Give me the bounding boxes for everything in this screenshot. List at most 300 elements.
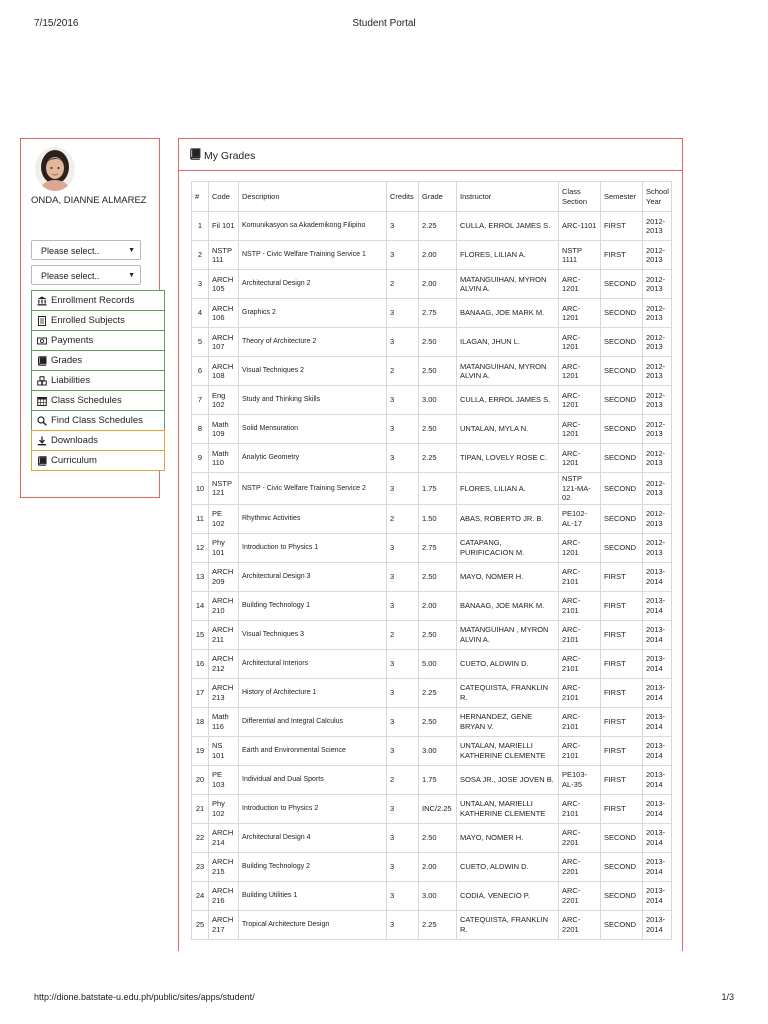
cell-grade: 2.50 <box>419 620 457 649</box>
cell-code: ARCH 216 <box>209 881 239 910</box>
book-icon <box>36 355 48 367</box>
cell-code: Math 116 <box>209 707 239 736</box>
column-header-class-section: Class Section <box>559 182 601 212</box>
cell-instructor: BANAAG, JOE MARK M. <box>457 299 559 328</box>
cell-grade: 2.25 <box>419 678 457 707</box>
cell-credits: 3 <box>387 591 419 620</box>
cell-grade: 3.00 <box>419 386 457 415</box>
menu-item-label: Liabilities <box>51 374 91 386</box>
menu-item-label: Curriculum <box>51 454 97 466</box>
cell-description: Introduction to Physics 2 <box>239 794 387 823</box>
cell-school-year: 2012-2013 <box>643 386 672 415</box>
menu-item-label: Class Schedules <box>51 394 122 406</box>
cell-credits: 3 <box>387 444 419 473</box>
cell-grade: 2.50 <box>419 328 457 357</box>
cell-school-year: 2013-2014 <box>643 736 672 765</box>
grades-panel <box>178 138 683 951</box>
cell-instructor: ABAS, ROBERTO JR. B. <box>457 504 559 533</box>
menu-item-label: Find Class Schedules <box>51 414 143 426</box>
cell-instructor: UNTALAN, MYLA N. <box>457 415 559 444</box>
cell-description: Individual and Dual Sports <box>239 765 387 794</box>
cell-grade: 2.00 <box>419 852 457 881</box>
cell-class-section: ARC-2201 <box>559 852 601 881</box>
cell-grade: 2.25 <box>419 212 457 241</box>
cell-credits: 3 <box>387 881 419 910</box>
cell-number: 15 <box>192 620 209 649</box>
cell-description: Graphics 2 <box>239 299 387 328</box>
cell-semester: SECOND <box>601 473 643 505</box>
cell-class-section: ARC-2101 <box>559 649 601 678</box>
menu-item-enrollment-records[interactable] <box>31 290 165 311</box>
panel-header <box>179 139 682 171</box>
cell-code: PE 102 <box>209 504 239 533</box>
calendar-icon <box>36 395 48 407</box>
cell-class-section: ARC-2101 <box>559 620 601 649</box>
bank-icon <box>36 295 48 307</box>
cell-instructor: CATEQUISTA, FRANKLIN R. <box>457 910 559 939</box>
cell-credits: 3 <box>387 328 419 357</box>
cell-description: Building Technology 1 <box>239 591 387 620</box>
cell-description: Introduction to Physics 1 <box>239 533 387 562</box>
cell-school-year: 2013-2014 <box>643 620 672 649</box>
cell-description: Architectural Design 2 <box>239 270 387 299</box>
menu-item-liabilities[interactable] <box>31 370 165 391</box>
table-row <box>192 823 672 852</box>
cubes-icon <box>36 375 48 387</box>
cell-class-section: ARC-2101 <box>559 794 601 823</box>
cell-code: PE 103 <box>209 765 239 794</box>
cell-class-section: ARC-1201 <box>559 328 601 357</box>
cell-code: Eng 102 <box>209 386 239 415</box>
cell-credits: 3 <box>387 823 419 852</box>
panel-title-text: My Grades <box>204 149 256 162</box>
cell-class-section: ARC-1201 <box>559 533 601 562</box>
cell-number: 1 <box>192 212 209 241</box>
table-row <box>192 620 672 649</box>
table-row <box>192 299 672 328</box>
download-icon <box>36 435 48 447</box>
cell-code: Phy 102 <box>209 794 239 823</box>
cell-grade: 2.50 <box>419 357 457 386</box>
table-row <box>192 852 672 881</box>
cell-credits: 3 <box>387 649 419 678</box>
menu-item-label: Grades <box>51 354 83 366</box>
cell-number: 8 <box>192 415 209 444</box>
cell-grade: 2.00 <box>419 270 457 299</box>
cell-description: Architectural Design 3 <box>239 562 387 591</box>
cell-school-year: 2013-2014 <box>643 910 672 939</box>
cell-number: 25 <box>192 910 209 939</box>
cell-class-section: ARC-1101 <box>559 212 601 241</box>
cell-code: ARCH 106 <box>209 299 239 328</box>
cell-instructor: SOSA JR., JOSE JOVEN B. <box>457 765 559 794</box>
cell-semester: FIRST <box>601 562 643 591</box>
cell-code: NSTP 121 <box>209 473 239 505</box>
cell-instructor: MATANGUIHAN, MYRON ALVIN A. <box>457 270 559 299</box>
cell-code: NS 101 <box>209 736 239 765</box>
cell-grade: INC/2.25 <box>419 794 457 823</box>
cell-school-year: 2012-2013 <box>643 473 672 505</box>
cell-class-section: PE102-AL-17 <box>559 504 601 533</box>
cell-code: Math 109 <box>209 415 239 444</box>
cell-credits: 3 <box>387 533 419 562</box>
cell-description: NSTP - Civic Welfare Training Service 1 <box>239 241 387 270</box>
cell-class-section: ARC-2101 <box>559 736 601 765</box>
cell-instructor: CUETO, ALDWIN D. <box>457 649 559 678</box>
cell-instructor: MAYO, NOMER H. <box>457 823 559 852</box>
cell-code: ARCH 209 <box>209 562 239 591</box>
table-header-row <box>192 182 672 212</box>
cell-semester: SECOND <box>601 504 643 533</box>
cell-school-year: 2013-2014 <box>643 678 672 707</box>
menu-item-label: Enrolled Subjects <box>51 314 125 326</box>
menu-item-label: Payments <box>51 334 94 346</box>
print-header <box>34 18 734 32</box>
cell-code: ARCH 105 <box>209 270 239 299</box>
cell-number: 18 <box>192 707 209 736</box>
book-icon <box>189 148 204 163</box>
column-header-description: Description <box>239 182 387 212</box>
cell-number: 14 <box>192 591 209 620</box>
cell-number: 12 <box>192 533 209 562</box>
cell-grade: 2.25 <box>419 444 457 473</box>
cell-school-year: 2012-2013 <box>643 212 672 241</box>
cell-class-section: ARC-1201 <box>559 270 601 299</box>
table-body <box>192 212 672 940</box>
cell-number: 21 <box>192 794 209 823</box>
select-dropdown-1[interactable] <box>31 240 141 260</box>
cell-description: Earth and Environmental Science <box>239 736 387 765</box>
cell-number: 13 <box>192 562 209 591</box>
table-row <box>192 736 672 765</box>
column-header-grade: Grade <box>419 182 457 212</box>
cell-description: Building Utilities 1 <box>239 881 387 910</box>
cell-description: Building Technology 2 <box>239 852 387 881</box>
cell-school-year: 2012-2013 <box>643 270 672 299</box>
cell-school-year: 2012-2013 <box>643 241 672 270</box>
book-icon <box>36 455 48 467</box>
money-icon <box>36 335 48 347</box>
cell-instructor: UNTALAN, MARIELLI KATHERINE CLEMENTE <box>457 794 559 823</box>
cell-code: NSTP 111 <box>209 241 239 270</box>
cell-school-year: 2013-2014 <box>643 649 672 678</box>
column-header-number: # <box>192 182 209 212</box>
print-date: 7/15/2016 <box>34 18 79 29</box>
cell-semester: SECOND <box>601 444 643 473</box>
search-icon <box>36 415 48 427</box>
table-row <box>192 910 672 939</box>
cell-semester: SECOND <box>601 823 643 852</box>
cell-school-year: 2013-2014 <box>643 591 672 620</box>
table-row <box>192 212 672 241</box>
cell-instructor: HERNANDEZ, GENE BRYAN V. <box>457 707 559 736</box>
cell-number: 7 <box>192 386 209 415</box>
cell-description: Study and Thinking Skills <box>239 386 387 415</box>
cell-credits: 2 <box>387 765 419 794</box>
cell-class-section: ARC-1201 <box>559 299 601 328</box>
select-dropdown-2[interactable] <box>31 265 141 285</box>
cell-description: Tropical Architecture Design <box>239 910 387 939</box>
cell-code: ARCH 107 <box>209 328 239 357</box>
cell-credits: 3 <box>387 299 419 328</box>
caret-down-icon: ▼ <box>128 272 135 279</box>
cell-instructor: CATEQUISTA, FRANKLIN R. <box>457 678 559 707</box>
cell-number: 17 <box>192 678 209 707</box>
cell-description: Theory of Architecture 2 <box>239 328 387 357</box>
cell-grade: 2.50 <box>419 823 457 852</box>
cell-description: Komunikasyon sa Akademikong Filipino <box>239 212 387 241</box>
caret-down-icon: ▼ <box>128 247 135 254</box>
print-page-number: 1/3 <box>721 992 734 1002</box>
document-icon <box>36 315 48 327</box>
table-row <box>192 533 672 562</box>
column-header-credits: Credits <box>387 182 419 212</box>
cell-school-year: 2013-2014 <box>643 765 672 794</box>
cell-description: Solid Mensuration <box>239 415 387 444</box>
cell-number: 23 <box>192 852 209 881</box>
cell-instructor: MAYO, NOMER H. <box>457 562 559 591</box>
cell-class-section: ARC-2201 <box>559 910 601 939</box>
cell-class-section: ARC-2101 <box>559 707 601 736</box>
column-header-code: Code <box>209 182 239 212</box>
cell-school-year: 2012-2013 <box>643 357 672 386</box>
cell-school-year: 2012-2013 <box>643 415 672 444</box>
menu-item-find-class-schedules[interactable] <box>31 410 165 431</box>
table-row <box>192 881 672 910</box>
cell-instructor: FLORES, LILIAN A. <box>457 473 559 505</box>
table-row <box>192 444 672 473</box>
cell-school-year: 2013-2014 <box>643 562 672 591</box>
cell-code: ARCH 211 <box>209 620 239 649</box>
cell-description: Visual Techniques 2 <box>239 357 387 386</box>
cell-instructor: CULLA, ERROL JAMES S. <box>457 212 559 241</box>
cell-credits: 3 <box>387 415 419 444</box>
cell-class-section: PE103-AL-35 <box>559 765 601 794</box>
cell-class-section: NSTP 121-MA-02 <box>559 473 601 505</box>
cell-semester: FIRST <box>601 765 643 794</box>
sidebar <box>20 138 160 498</box>
cell-school-year: 2013-2014 <box>643 852 672 881</box>
cell-description: Architectural Interiors <box>239 649 387 678</box>
cell-credits: 3 <box>387 707 419 736</box>
cell-grade: 3.00 <box>419 881 457 910</box>
print-footer <box>34 992 734 1006</box>
cell-semester: SECOND <box>601 357 643 386</box>
cell-instructor: CATAPANG, PURIFICACION M. <box>457 533 559 562</box>
cell-school-year: 2012-2013 <box>643 328 672 357</box>
cell-number: 10 <box>192 473 209 505</box>
cell-grade: 2.00 <box>419 241 457 270</box>
cell-number: 6 <box>192 357 209 386</box>
cell-credits: 2 <box>387 620 419 649</box>
cell-credits: 3 <box>387 678 419 707</box>
cell-school-year: 2012-2013 <box>643 533 672 562</box>
cell-code: ARCH 108 <box>209 357 239 386</box>
profile-name: ONDA, DIANNE ALMAREZ <box>31 195 147 206</box>
cell-school-year: 2013-2014 <box>643 707 672 736</box>
cell-class-section: ARC-2201 <box>559 881 601 910</box>
menu-item-label: Enrollment Records <box>51 294 135 306</box>
cell-code: ARCH 215 <box>209 852 239 881</box>
cell-code: ARCH 214 <box>209 823 239 852</box>
cell-description: Visual Techniques 3 <box>239 620 387 649</box>
print-url: http://dione.batstate-u.edu.ph/public/sites/apps/student/ <box>34 992 255 1002</box>
menu-item-enrolled-subjects[interactable] <box>31 310 165 331</box>
menu-item-label: Downloads <box>51 434 98 446</box>
cell-semester: FIRST <box>601 212 643 241</box>
cell-school-year: 2013-2014 <box>643 823 672 852</box>
cell-credits: 2 <box>387 504 419 533</box>
cell-credits: 3 <box>387 910 419 939</box>
table-row <box>192 473 672 505</box>
select-value: Please select.. <box>41 271 100 281</box>
cell-class-section: ARC-1201 <box>559 444 601 473</box>
table-row <box>192 707 672 736</box>
cell-semester: SECOND <box>601 270 643 299</box>
cell-grade: 2.50 <box>419 707 457 736</box>
cell-class-section: ARC-2201 <box>559 823 601 852</box>
cell-grade: 2.75 <box>419 533 457 562</box>
cell-instructor: CODIA, VENECIO P. <box>457 881 559 910</box>
cell-grade: 1.75 <box>419 473 457 505</box>
cell-description: NSTP - Civic Welfare Training Service 2 <box>239 473 387 505</box>
cell-number: 19 <box>192 736 209 765</box>
menu-item-grades[interactable] <box>31 350 165 371</box>
cell-grade: 3.00 <box>419 736 457 765</box>
cell-class-section: ARC-2101 <box>559 678 601 707</box>
menu-item-class-schedules[interactable] <box>31 390 165 411</box>
cell-semester: FIRST <box>601 591 643 620</box>
cell-semester: FIRST <box>601 678 643 707</box>
cell-description: Rhythmic Activities <box>239 504 387 533</box>
cell-semester: SECOND <box>601 852 643 881</box>
cell-semester: SECOND <box>601 881 643 910</box>
cell-instructor: ILAGAN, JHUN L. <box>457 328 559 357</box>
cell-semester: SECOND <box>601 299 643 328</box>
cell-number: 22 <box>192 823 209 852</box>
cell-code: ARCH 217 <box>209 910 239 939</box>
cell-instructor: MATANGUIHAN , MYRON ALVIN A. <box>457 620 559 649</box>
table-row <box>192 504 672 533</box>
table-row <box>192 649 672 678</box>
cell-credits: 3 <box>387 794 419 823</box>
cell-credits: 3 <box>387 212 419 241</box>
table-row <box>192 270 672 299</box>
cell-number: 16 <box>192 649 209 678</box>
cell-credits: 3 <box>387 736 419 765</box>
cell-number: 20 <box>192 765 209 794</box>
cell-semester: FIRST <box>601 794 643 823</box>
cell-code: Fil 101 <box>209 212 239 241</box>
cell-grade: 1.75 <box>419 765 457 794</box>
cell-class-section: ARC-2101 <box>559 562 601 591</box>
cell-semester: FIRST <box>601 649 643 678</box>
cell-description: Architectural Design 4 <box>239 823 387 852</box>
column-header-semester: Semester <box>601 182 643 212</box>
cell-description: History of Architecture 1 <box>239 678 387 707</box>
cell-code: ARCH 212 <box>209 649 239 678</box>
cell-grade: 2.25 <box>419 910 457 939</box>
cell-number: 5 <box>192 328 209 357</box>
cell-number: 11 <box>192 504 209 533</box>
table-row <box>192 678 672 707</box>
sidebar-menu <box>31 290 165 471</box>
cell-school-year: 2013-2014 <box>643 794 672 823</box>
table-row <box>192 415 672 444</box>
cell-number: 24 <box>192 881 209 910</box>
table-row <box>192 328 672 357</box>
cell-credits: 3 <box>387 562 419 591</box>
cell-semester: FIRST <box>601 707 643 736</box>
cell-description: Analytic Geometry <box>239 444 387 473</box>
cell-code: ARCH 213 <box>209 678 239 707</box>
cell-class-section: ARC-1201 <box>559 357 601 386</box>
cell-grade: 2.75 <box>419 299 457 328</box>
cell-class-section: ARC-1201 <box>559 386 601 415</box>
cell-school-year: 2013-2014 <box>643 881 672 910</box>
cell-grade: 2.50 <box>419 415 457 444</box>
cell-credits: 3 <box>387 386 419 415</box>
cell-semester: SECOND <box>601 533 643 562</box>
cell-school-year: 2012-2013 <box>643 444 672 473</box>
cell-instructor: CUETO, ALDWIN D. <box>457 852 559 881</box>
table-row <box>192 357 672 386</box>
grades-table <box>191 181 672 940</box>
panel-title <box>189 148 255 163</box>
cell-number: 4 <box>192 299 209 328</box>
cell-description: Differential and Integral Calculus <box>239 707 387 736</box>
cell-semester: FIRST <box>601 620 643 649</box>
cell-number: 9 <box>192 444 209 473</box>
table-row <box>192 794 672 823</box>
cell-number: 2 <box>192 241 209 270</box>
cell-code: Phy 101 <box>209 533 239 562</box>
cell-grade: 5.00 <box>419 649 457 678</box>
column-header-instructor: Instructor <box>457 182 559 212</box>
avatar-photo <box>35 147 75 191</box>
cell-school-year: 2012-2013 <box>643 504 672 533</box>
cell-semester: SECOND <box>601 415 643 444</box>
cell-semester: SECOND <box>601 910 643 939</box>
cell-class-section: NSTP 1111 <box>559 241 601 270</box>
cell-code: ARCH 210 <box>209 591 239 620</box>
cell-grade: 1.50 <box>419 504 457 533</box>
avatar <box>35 147 75 191</box>
menu-item-payments[interactable] <box>31 330 165 351</box>
cell-instructor: MATANGUIHAN, MYRON ALVIN A. <box>457 357 559 386</box>
cell-semester: SECOND <box>601 386 643 415</box>
menu-item-curriculum[interactable] <box>31 450 165 471</box>
menu-item-downloads[interactable] <box>31 430 165 451</box>
cell-credits: 3 <box>387 473 419 505</box>
table-row <box>192 562 672 591</box>
table-row <box>192 386 672 415</box>
table-row <box>192 241 672 270</box>
cell-class-section: ARC-1201 <box>559 415 601 444</box>
table-row <box>192 765 672 794</box>
cell-code: Math 110 <box>209 444 239 473</box>
cell-semester: FIRST <box>601 736 643 765</box>
cell-class-section: ARC-2101 <box>559 591 601 620</box>
print-title: Student Portal <box>352 18 416 29</box>
cell-semester: SECOND <box>601 328 643 357</box>
cell-semester: FIRST <box>601 241 643 270</box>
cell-instructor: UNTALAN, MARIELLI KATHERINE CLEMENTE <box>457 736 559 765</box>
cell-number: 3 <box>192 270 209 299</box>
cell-school-year: 2012-2013 <box>643 299 672 328</box>
cell-credits: 2 <box>387 270 419 299</box>
table-row <box>192 591 672 620</box>
